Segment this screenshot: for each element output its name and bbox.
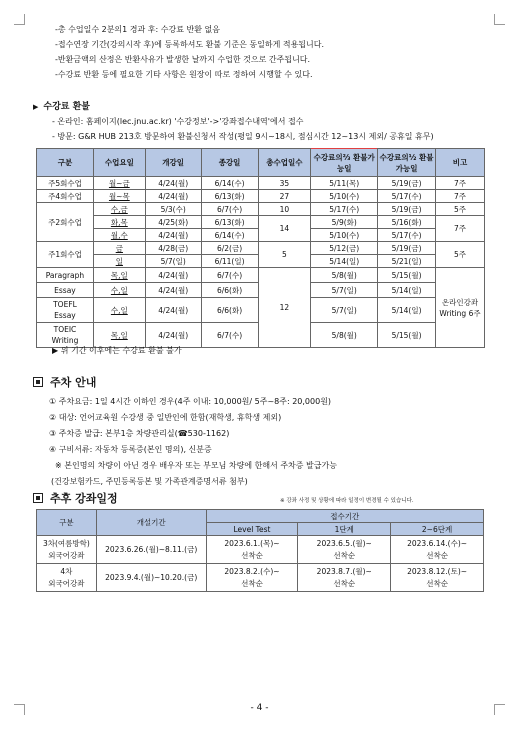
table-header-row xyxy=(37,149,485,177)
crop-mark-top-right xyxy=(494,14,505,25)
table-cell: 온라인강좌 Writing 6주 xyxy=(436,268,485,348)
table-cell: 5/14(일) xyxy=(378,298,436,323)
table-cell: 10 xyxy=(258,203,311,216)
table-row xyxy=(37,268,485,283)
table-cell: 5/17(수) xyxy=(378,229,436,242)
table-cell: 6/7(수) xyxy=(201,268,258,283)
header-cell: 개설기간 xyxy=(96,510,206,536)
parking-line: (건강보험카드, 주민등록등본 및 가족관계증명서류 첨부) xyxy=(51,477,248,486)
refund-heading: ▶ 수강료 환불 xyxy=(33,102,90,112)
table-cell: 주4회수업 xyxy=(37,190,94,203)
table-cell: 3차(여름방학) 외국어강좌 xyxy=(37,536,97,564)
table-cell: 6/13(화) xyxy=(201,216,258,229)
header-cell: Level Test xyxy=(206,523,298,536)
table-cell: 35 xyxy=(258,177,311,190)
table-cell: 7주 xyxy=(436,177,485,190)
note-line: -접수연장 기간(강의시작 후)에 등록하셔도 환불 기준은 동일하게 적용됩니다. xyxy=(55,40,325,49)
table-cell: 7주 xyxy=(436,216,485,242)
header-cell: 구분 xyxy=(37,510,97,536)
table-cell: 14 xyxy=(258,216,311,242)
table-cell: 5/12(금) xyxy=(311,242,378,255)
table-cell: 4/24(월) xyxy=(145,283,201,298)
table-cell: 주5회수업 xyxy=(37,177,94,190)
table-cell: 5/14(일) xyxy=(378,283,436,298)
table-cell: 6/11(일) xyxy=(201,255,258,268)
table-cell: 12 xyxy=(258,268,311,348)
table-cell: 5/19(금) xyxy=(378,242,436,255)
table-cell: 5/7(일) xyxy=(311,298,378,323)
table-cell: 6/7(수) xyxy=(201,323,258,348)
parking-line: ※ 본인명의 차량이 아닌 경우 배우자 또는 부모님 차량에 한해서 주차증 발급가능 xyxy=(55,461,337,470)
note-line: -수강료 반환 등에 필요한 기타 사항은 원장이 따로 정하여 시행할 수 있다. xyxy=(55,70,313,79)
table-cell: 화,목 xyxy=(93,216,145,229)
table-cell: 27 xyxy=(258,190,311,203)
header-cell: 종강일 xyxy=(201,149,258,177)
table-row xyxy=(37,190,485,203)
table-cell: 4/24(월) xyxy=(145,323,201,348)
table-row xyxy=(37,203,485,216)
header-cell: 개강일 xyxy=(145,149,201,177)
schedule-note: ※ 강좌 사정 및 상황에 따라 일정이 변경될 수 있습니다. xyxy=(280,498,414,504)
refund-notes xyxy=(55,22,324,82)
table-cell: 2023.6.14.(수)~ 선착순 xyxy=(391,536,484,564)
table-cell: 5/10(수) xyxy=(311,229,378,242)
table-cell: 월,수 xyxy=(93,229,145,242)
refund-section xyxy=(33,99,434,144)
table-cell: 4/28(금) xyxy=(145,242,201,255)
table-cell: 5주 xyxy=(436,242,485,268)
table-cell: 6/14(수) xyxy=(201,229,258,242)
table-cell: 5/19(금) xyxy=(378,177,436,190)
header-cell: 구분 xyxy=(37,149,94,177)
header-cell: 접수기간 xyxy=(206,510,483,523)
table-cell: 4/24(월) xyxy=(145,298,201,323)
table-cell: 6/14(수) xyxy=(201,177,258,190)
table-cell: 5주 xyxy=(436,203,485,216)
table-cell: 2023.6.1.(목)~ 선착순 xyxy=(206,536,298,564)
table-cell: 수,금 xyxy=(93,203,145,216)
schedule-title: 추후 강좌일정 xyxy=(33,490,118,506)
table-cell: 5/8(월) xyxy=(311,268,378,283)
square-bullet-icon xyxy=(33,493,43,503)
table-cell: 4/24(월) xyxy=(145,177,201,190)
parking-title: 주차 안내 xyxy=(33,374,337,390)
refund-schedule-table xyxy=(36,148,485,348)
refund-visit: - 방문: G&R HUB 213호 방문하여 환불신청서 작성(평일 9시~18시, 점심시간 12~13시 제외/ 공휴일 휴무) xyxy=(52,132,434,141)
header-cell: 2~6단계 xyxy=(391,523,484,536)
table-cell: 5/3(수) xyxy=(145,203,201,216)
table-cell: 4/24(월) xyxy=(145,268,201,283)
refund-online: - 온라인: 홈페이지(lec.jnu.ac.kr) '수강정보'->'강좌접수내역'에서 접수 xyxy=(52,117,304,126)
table-cell: 수,일 xyxy=(93,298,145,323)
table-cell: Paragraph xyxy=(37,268,94,283)
table-cell: 목,일 xyxy=(93,268,145,283)
table-row xyxy=(37,564,484,592)
table-cell: 5/7(일) xyxy=(311,283,378,298)
table-cell: 5/17(수) xyxy=(311,203,378,216)
table-cell: 5/21(일) xyxy=(378,255,436,268)
table-cell: 4/24(월) xyxy=(145,190,201,203)
table-cell: 5/15(월) xyxy=(378,268,436,283)
table-cell: 수,일 xyxy=(93,283,145,298)
table-cell: 5/17(수) xyxy=(378,190,436,203)
parking-section xyxy=(33,374,337,490)
table-row xyxy=(37,177,485,190)
table-cell: 5/14(일) xyxy=(311,255,378,268)
crop-mark-top-left xyxy=(14,14,25,25)
table-cell: 2023.8.2.(수)~ 선착순 xyxy=(206,564,298,592)
header-cell: 수강료의½ 환불가능일 xyxy=(378,149,436,177)
table-cell: 6/2(금) xyxy=(201,242,258,255)
square-bullet-icon xyxy=(33,377,43,387)
table-cell: 5 xyxy=(258,242,311,268)
table-cell: 4차 외국어강좌 xyxy=(37,564,97,592)
table-cell: 5/10(수) xyxy=(311,190,378,203)
header-cell: 비고 xyxy=(436,149,485,177)
table-cell: 4/24(월) xyxy=(145,229,201,242)
table-cell: 5/7(일) xyxy=(145,255,201,268)
table-cell: 주2회수업 xyxy=(37,203,94,242)
header-cell: 총수업일수 xyxy=(258,149,311,177)
table-cell: TOEIC Writing xyxy=(37,323,94,348)
table-cell: 6/7(수) xyxy=(201,203,258,216)
table-cell: 2023.6.26.(월)~8.11.(금) xyxy=(96,536,206,564)
table-cell: 7주 xyxy=(436,190,485,203)
table-cell: Essay xyxy=(37,283,94,298)
header-cell: 수업요일 xyxy=(93,149,145,177)
table-cell: 주1회수업 xyxy=(37,242,94,268)
schedule-table xyxy=(36,509,484,592)
note-line: -반환금액의 산정은 반환사유가 발생한 날까지 수업한 것으로 간주됩니다. xyxy=(55,55,311,64)
schedule-section xyxy=(33,490,118,506)
header-cell: 1단계 xyxy=(298,523,391,536)
table-row xyxy=(37,242,485,255)
table-cell: 2023.6.5.(월)~ 선착순 xyxy=(298,536,391,564)
table-cell: 5/19(금) xyxy=(378,203,436,216)
table-cell: TOEFL Essay xyxy=(37,298,94,323)
table-cell: 월~목 xyxy=(93,190,145,203)
table-cell: 2023.8.12.(토)~ 선착순 xyxy=(391,564,484,592)
table-cell: 5/8(월) xyxy=(311,323,378,348)
parking-line: ② 대상: 언어교육원 수강생 중 일반인에 한함(재학생, 휴학생 제외) xyxy=(49,413,282,422)
table-cell: 6/13(화) xyxy=(201,190,258,203)
table-cell: 5/15(월) xyxy=(378,323,436,348)
refund-deadline-note: ▶ 위 기간 이후에는 수강료 환불 불가 xyxy=(52,346,182,355)
page-number: - 4 - xyxy=(250,703,269,713)
header-cell: 수강료의⅔ 환불가능일 xyxy=(311,149,378,177)
table-cell: 월~금 xyxy=(93,177,145,190)
triangle-bullet-icon: ▶ xyxy=(33,103,39,111)
table-cell: 목,일 xyxy=(93,323,145,348)
table-cell: 2023.8.7.(월)~ 선착순 xyxy=(298,564,391,592)
note-line: -총 수업일수 2분의1 경과 후: 수강료 반환 없음 xyxy=(55,25,220,34)
table-cell: 5/9(화) xyxy=(311,216,378,229)
table-row xyxy=(37,216,485,229)
parking-line: ③ 주차증 발급: 본부1층 차량관리실(☎530-1162) xyxy=(49,429,230,438)
parking-line: ① 주차요금: 1일 4시간 이하인 경우(4주 이내: 10,000원/ 5주~8주: 20,000원) xyxy=(49,397,332,406)
table-cell: 6/6(화) xyxy=(201,298,258,323)
table-cell: 5/16(화) xyxy=(378,216,436,229)
table-cell: 일 xyxy=(93,255,145,268)
table-cell: 6/6(화) xyxy=(201,283,258,298)
table-row xyxy=(37,536,484,564)
table-cell: 5/11(목) xyxy=(311,177,378,190)
table-cell: 4/25(화) xyxy=(145,216,201,229)
table-cell: 2023.9.4.(월)~10.20.(금) xyxy=(96,564,206,592)
table-cell: 금 xyxy=(93,242,145,255)
parking-line: ④ 구비서류: 자동차 등록증(본인 명의), 신분증 xyxy=(49,445,212,454)
table-header-row xyxy=(37,510,484,523)
